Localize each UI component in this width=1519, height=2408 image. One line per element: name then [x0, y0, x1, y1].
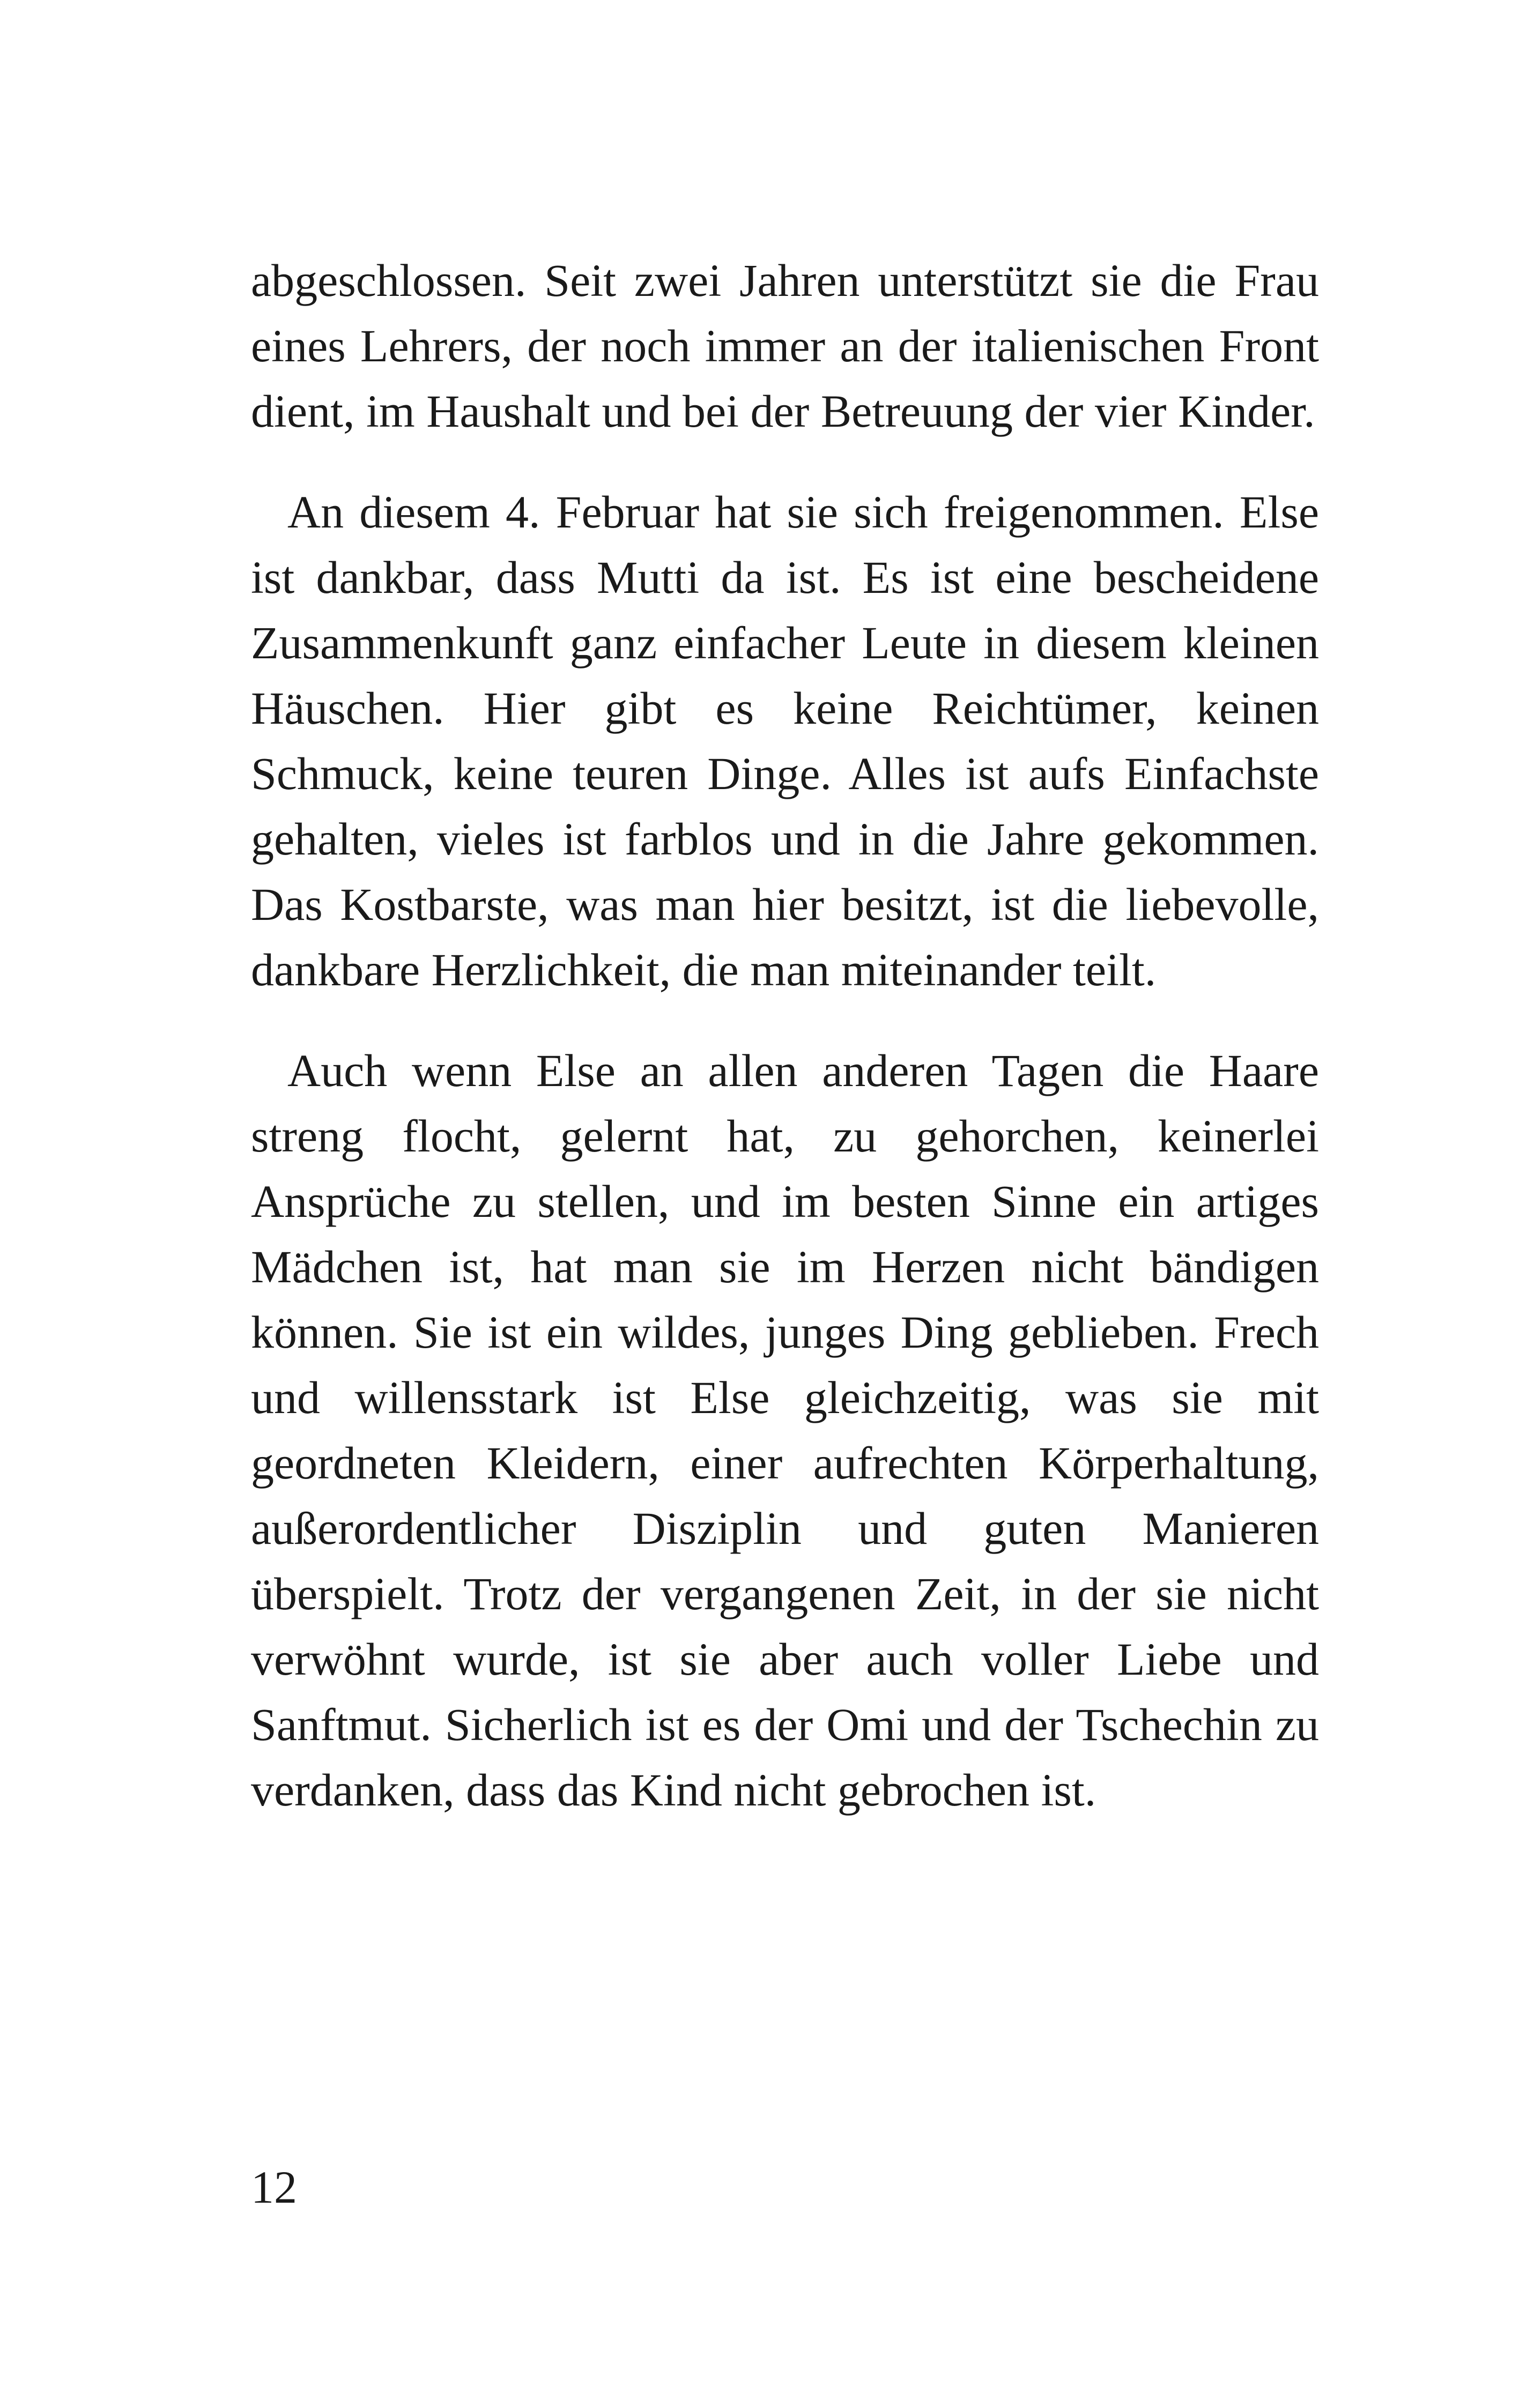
paragraph-3: Auch wenn Else an allen anderen Tagen die Haare streng flocht, gelernt hat, zu gehorchen, keinerlei Ansprüche zu stellen, und im besten Sinne ein artiges Mädchen ist, hat man sie im Herzen nicht bändigen können. Sie ist ein wildes, junges Ding geblieben. Frech und willensstark ist Else gleichzeitig, was sie mit geordneten Kleidern, einer aufrechten Körperhaltung, außerordentlicher Disziplin und guten Manieren überspielt. Trotz der vergangenen Zeit, in der sie nicht verwöhnt wurde, ist sie aber auch voller Liebe und Sanftmut. Sicherlich ist es der Omi und der Tschechin zu verdanken, dass das Kind nicht gebrochen ist. [251, 1045, 1319, 1816]
paragraph-1: abgeschlossen. Seit zwei Jahren unterstützt sie die Frau eines Lehrers, der noch immer an der italienischen Front dient, im Haushalt und bei der Betreuung der vier Kinder. [251, 255, 1319, 437]
paragraph-2: An diesem 4. Februar hat sie sich freigenommen. Else ist dankbar, dass Mutti da ist. Es ist eine bescheidene Zusammenkunft ganz einfacher Leute in diesem kleinen Häuschen. Hier gibt es keine Reichtümer, keinen Schmuck, keine teuren Dinge. Alles ist aufs Einfachste gehalten, vieles ist farblos und in die Jahre gekommen. Das Kostbarste, was man hier besitzt, ist die liebevolle, dankbare Herzlichkeit, die man miteinander teilt. [251, 486, 1319, 995]
page-number: 12 [251, 2161, 297, 2213]
body-text [251, 248, 1319, 1823]
